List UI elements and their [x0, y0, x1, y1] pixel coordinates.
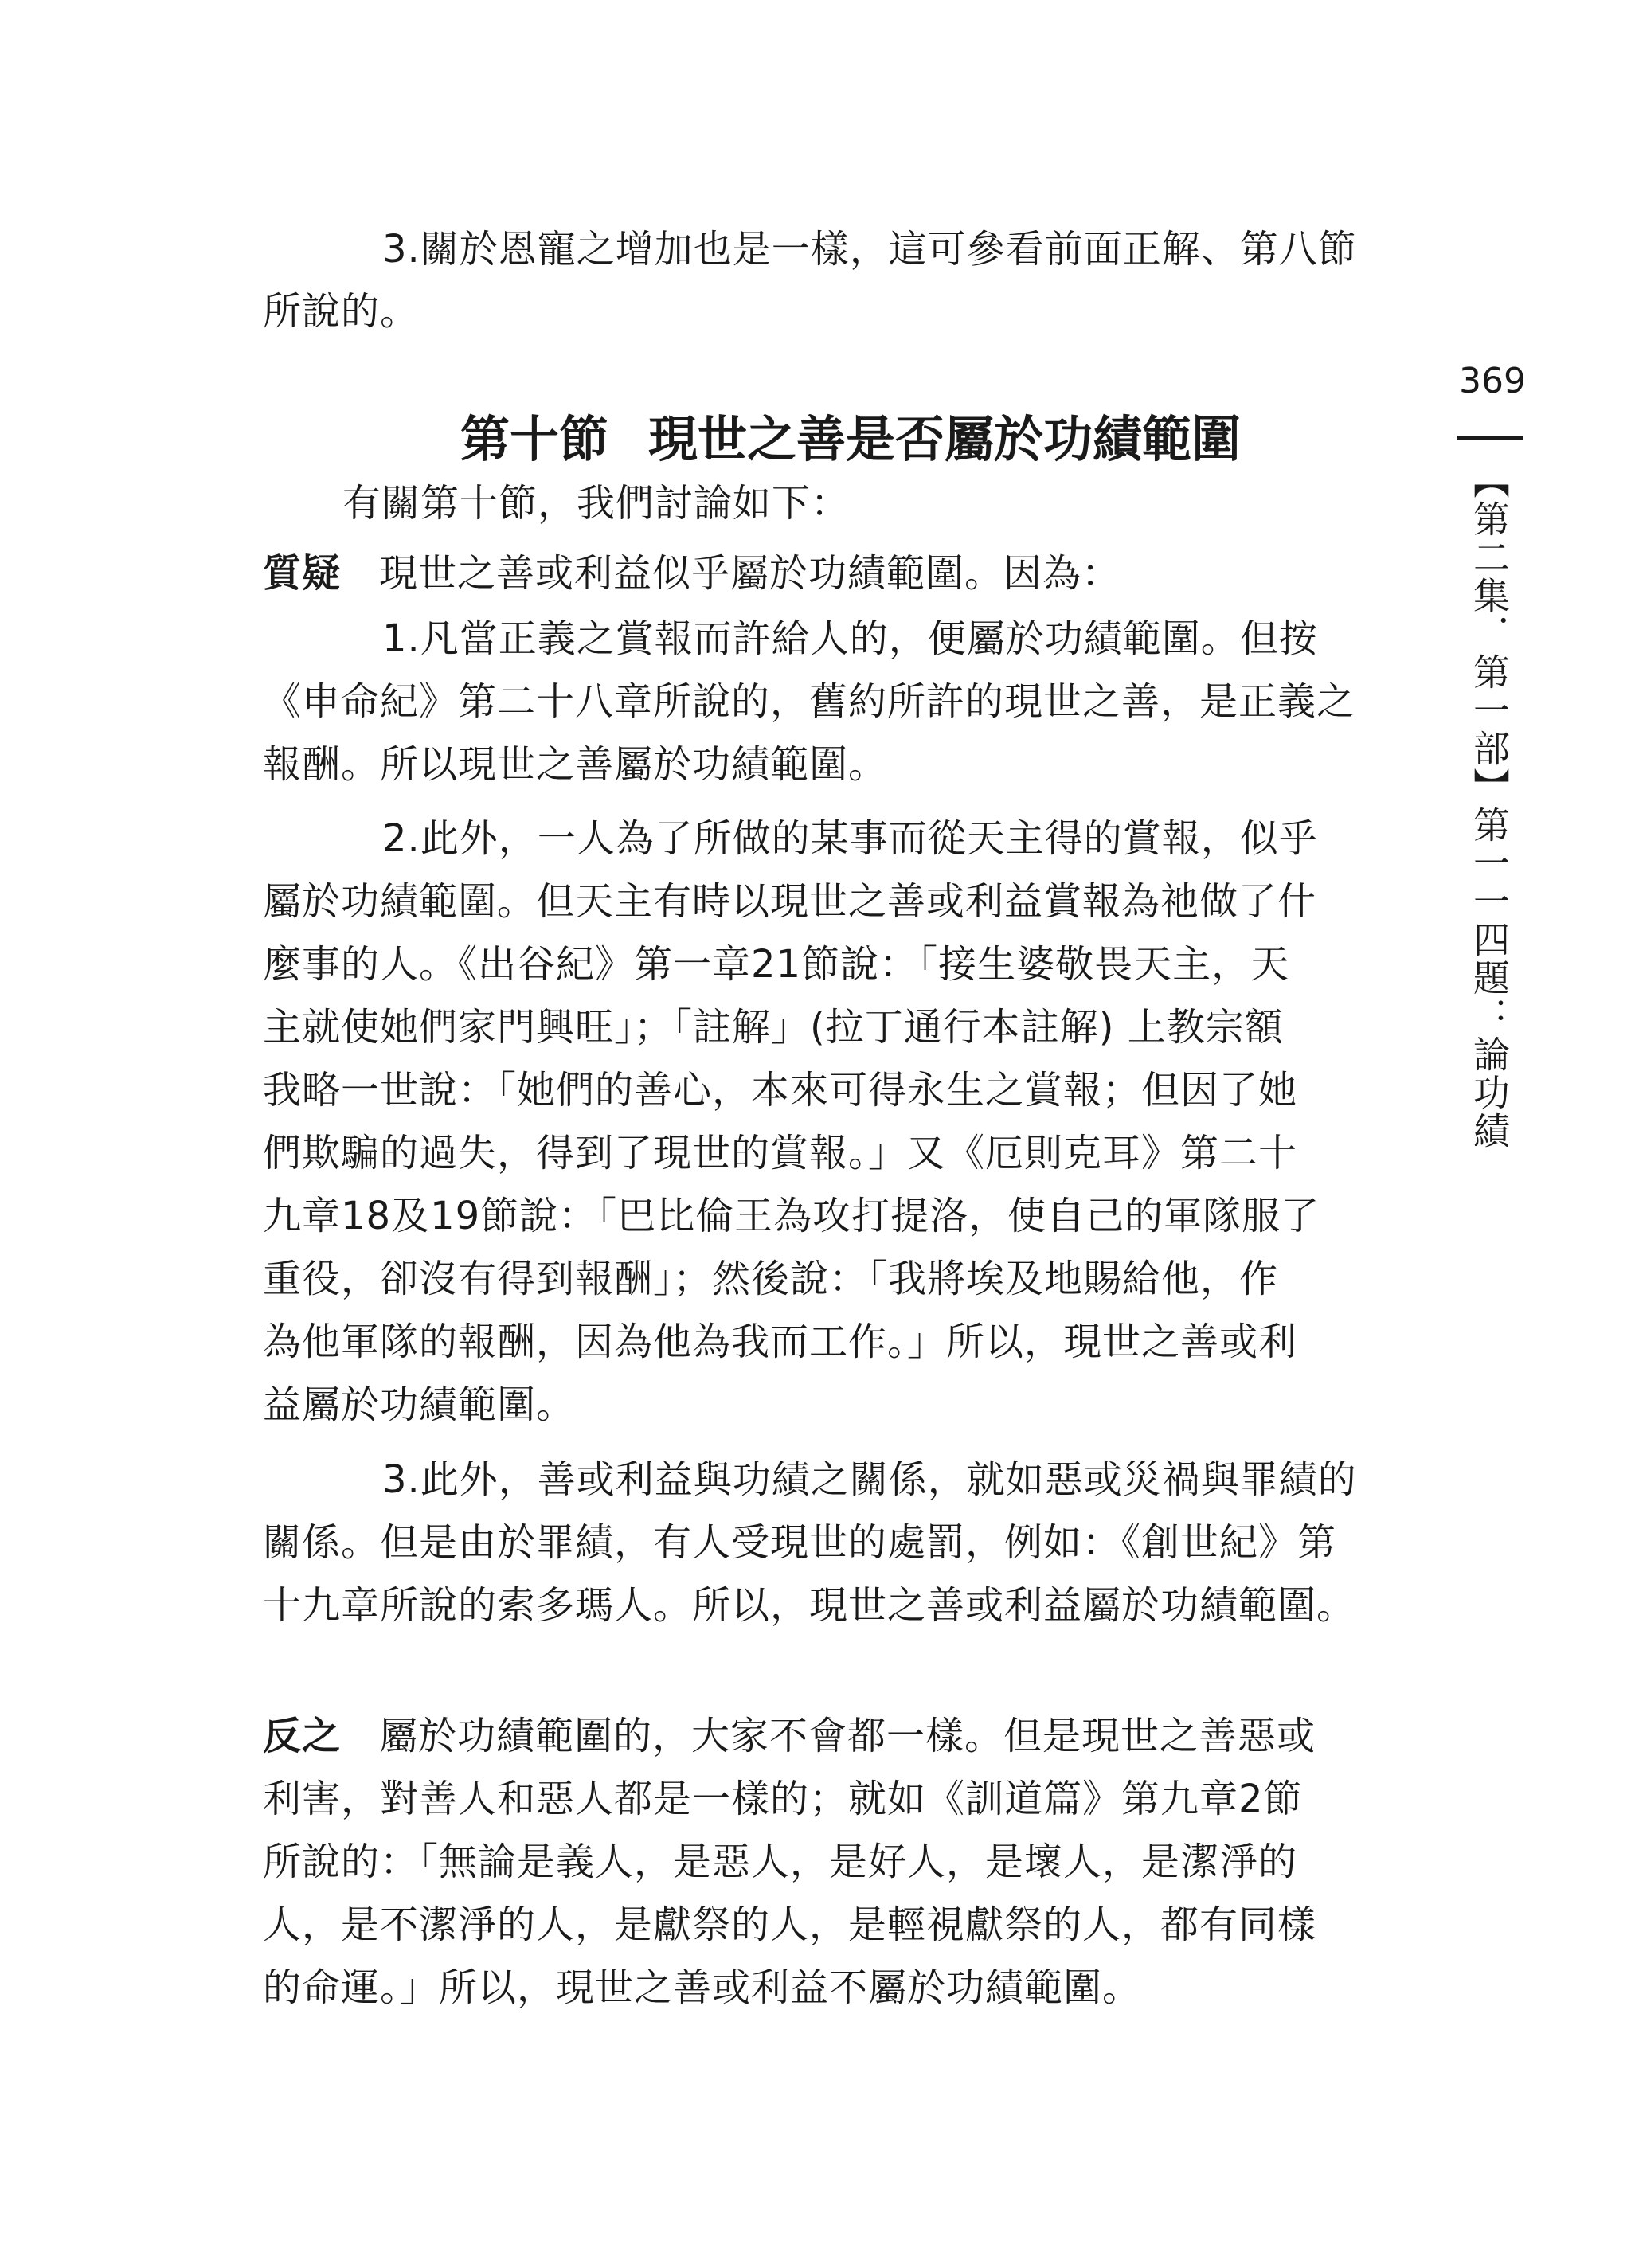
intro-line-1: 3.關於恩寵之增加也是一樣，這可參看前面正解、第八節: [382, 227, 1357, 272]
point-2-line-6: 們欺騙的過失，得到了現世的賞報。」又《厄則克耳》第二十: [263, 1131, 1298, 1175]
point-2-line-7: 九章18及19節說：「巴比倫王為攻打提洛，使自己的軍隊服了: [263, 1194, 1320, 1238]
objection-first-line: [263, 549, 1121, 597]
point-2-line-1: 2.此外，一人為了所做的某事而從天主得的賞報，似乎: [382, 816, 1318, 861]
point-3-line-1: 3.此外，善或利益與功績之關係，就如惡或災禍與罪績的: [382, 1457, 1357, 1502]
section-lead: 有關第十節，我們討論如下：: [342, 481, 851, 526]
point-2-line-2: 屬於功績範圍。但天主有時以現世之善或利益賞報為祂做了什: [263, 879, 1317, 924]
contra-line-3: 所說的：「無論是義人，是惡人，是好人，是壞人，是潔淨的: [263, 1840, 1298, 1884]
page-number: 369: [1459, 361, 1526, 401]
contra-line-5: 的命運。」所以，現世之善或利益不屬於功績範圍。: [263, 1965, 1142, 2010]
point-2-line-3: 麼事的人。《出谷紀》第一章21節說：「接生婆敬畏天主，天: [263, 942, 1290, 987]
section-heading: [460, 408, 1241, 471]
point-1-line-1: 1.凡當正義之賞報而許給人的，便屬於功績範圍。但按: [382, 616, 1318, 661]
contra-line-2: 利害，對善人和惡人都是一樣的；就如《訓道篇》第九章2節: [263, 1777, 1303, 1821]
contra-line-4: 人，是不潔淨的人，是獻祭的人，是輕視獻祭的人，都有同樣: [263, 1902, 1317, 1947]
contra-first-line: [263, 1712, 1316, 1760]
contra-text: 屬於功績範圍的，大家不會都一樣。但是現世之善惡或: [379, 1714, 1316, 1758]
point-2-line-10: 益屬於功績範圍。: [263, 1382, 576, 1427]
point-3-line-2: 關係。但是由於罪績，有人受現世的處罰，例如：《創世紀》第: [263, 1520, 1337, 1565]
contra-label: 反之: [263, 1714, 342, 1758]
point-2-line-8: 重役，卻沒有得到報酬」；然後說：「我將埃及地賜給他，作: [263, 1257, 1279, 1301]
point-1-line-2: 《申命紀》第二十八章所說的，舊約所許的現世之善，是正義之: [263, 679, 1356, 724]
point-2-line-9: 為他軍隊的報酬，因為他為我而工作。」所以，現世之善或利: [263, 1320, 1298, 1364]
point-2-line-5: 我略一世說：「她們的善心，本來可得永生之賞報；但因了她: [263, 1068, 1298, 1112]
section-title: 現世之善是否屬於功績範圍: [648, 410, 1242, 468]
point-1-line-3: 報酬。所以現世之善屬於功績範圍。: [263, 742, 888, 787]
margin-rule: [1457, 436, 1523, 440]
section-number: 第十節: [460, 410, 609, 468]
point-3-line-3: 十九章所說的索多瑪人。所以，現世之善或利益屬於功績範圍。: [263, 1583, 1356, 1628]
intro-line-2: 所說的。: [263, 289, 420, 334]
running-head: 【第二集．第一部】第一一四題：論功績: [1468, 462, 1511, 1150]
point-2-line-4: 主就使她們家門興旺」；「註解」(拉丁通行本註解) 上教宗額: [263, 1005, 1284, 1050]
objection-label: 質疑: [263, 551, 342, 596]
objection-text: 現世之善或利益似乎屬於功績範圍。因為：: [379, 551, 1121, 596]
